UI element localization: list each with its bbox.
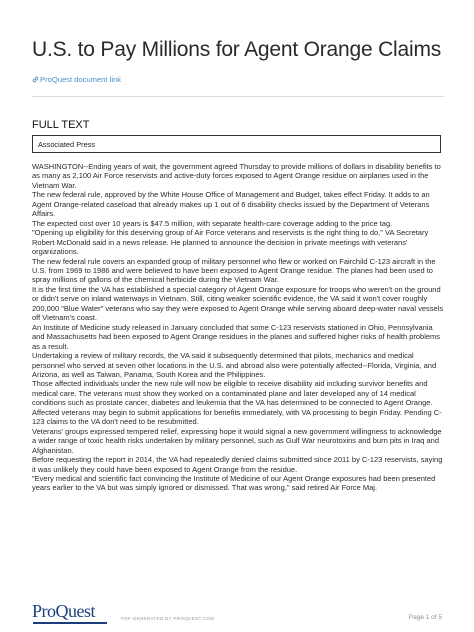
article-paragraph: It is the first time the VA has established a special category of Agent Orange exposure for troops who weren't on the ground or didn't serve on inland waterways in Vietnam. Still, citing weaker scientific evidence, the VA said it won't cover roughly 200,000 "Blue Water" veterans who say they were exposed to Agent Orange while serving aboard deep-water naval vessels off Vietnam's coast. [32, 284, 444, 323]
chain-link-icon [32, 75, 39, 84]
article-paragraph: The new federal rule covers an expanded group of military personnel who flew or worked on Fairchild C-123 aircraft in the U.S. from 1969 to 1986 and were believed to have been exposed to Agent Orange residue. The planes had been used to spray millions of gallons of the chemical herbicide during the Vietnam War. [32, 256, 436, 285]
proquest-logo [32, 601, 112, 627]
author-name: Associated Press [38, 140, 96, 149]
pdf-generated-label: PDF GENERATED BY PROQUEST.COM [121, 616, 215, 621]
logo-wordmark: ProQuest [32, 601, 95, 621]
full-text-heading: FULL TEXT [32, 119, 90, 131]
article-paragraph: Undertaking a review of military records, the VA said it subsequently determined that pilots, mechanics and medical personnel who served at seven other locations in the U.S. and abroad also were potentially affected--Florida, Virginia, and Arizona, as well as Taiwan, Panama, South Korea and the Philippines. [32, 351, 437, 379]
article-paragraph: "Every medical and scientific fact convincing the Institute of Medicine of our Agent Orange exposures had been presented years earlier to the VA but was simply ignored or dismissed. That was wrong," said retired Air Force Maj. [32, 473, 436, 493]
article-paragraph: An Institute of Medicine study released in January concluded that some C-123 reservists stationed in Ohio, Pennsylvania and Massachusetts had been exposed to Agent Orange residues in the planes and suffered higher risks of health problems as a result. [32, 322, 441, 351]
header-divider [32, 96, 444, 97]
article-paragraph: The expected cost over 10 years is $47.5 million, with separate health-care coverage adding to the price tag. [32, 218, 393, 228]
article-body [32, 162, 445, 493]
proquest-document-link[interactable] [32, 75, 121, 84]
document-page [32, 0, 444, 632]
author-box [32, 135, 441, 153]
article-paragraph: The new federal rule, approved by the White House Office of Management and Budget, takes effect Friday. It adds to an Agent Orange-related caseload that already makes up 1 out of 6 disability checks issued by the Department of Veterans Affairs. [32, 190, 430, 219]
page-number: Page 1 of 5 [408, 614, 442, 621]
article-paragraph: Those affected individuals under the new rule will now be eligible to receive disability aid including survivor benefits and medical care. The veterans must show they worked on a contaminated plane and later developed any of 14 medical conditions such as prostate cancer, diabetes and leukemia that the VA has determined to be connected to Agent Orange. [32, 379, 433, 408]
article-paragraph: Veterans' groups expressed tempered relief, expressing hope it would signal a new government willingness to acknowledge a wider range of toxic health risks undertaken by military personnel, such as Gulf War neurotoxins and burn pits in Iraq and Afghanistan. [32, 426, 442, 455]
article-paragraph: WASHINGTON--Ending years of wait, the government agreed Thursday to provide millions of dollars in disability benefits to as many as 2,100 Air Force reservists and active-duty forces exposed to Agent Orange residue on airplanes used in the Vietnam War. [32, 162, 441, 190]
document-link-label: ProQuest document link [40, 75, 122, 84]
article-paragraph: "Opening up eligibility for this deserving group of Air Force veterans and reservists is the right thing to do," VA Secretary Robert McDonald said in a news release. He planned to announce the decision in private meetings with veterans' organizations. [32, 228, 429, 257]
logo-underline [33, 622, 107, 624]
article-paragraph: Affected veterans may begin to submit applications for benefits immediately, with VA processing to begin Friday. Pending C-123 claims to the VA don't need to be resubmitted. [32, 407, 442, 427]
article-paragraph: Before requesting the report in 2014, the VA had repeatedly denied claims submitted since 2011 by C-123 reservists, saying it was unlikely they could have been exposed to Agent Orange from the residue. [32, 455, 443, 474]
document-title: U.S. to Pay Millions for Agent Orange Claims [32, 38, 442, 61]
